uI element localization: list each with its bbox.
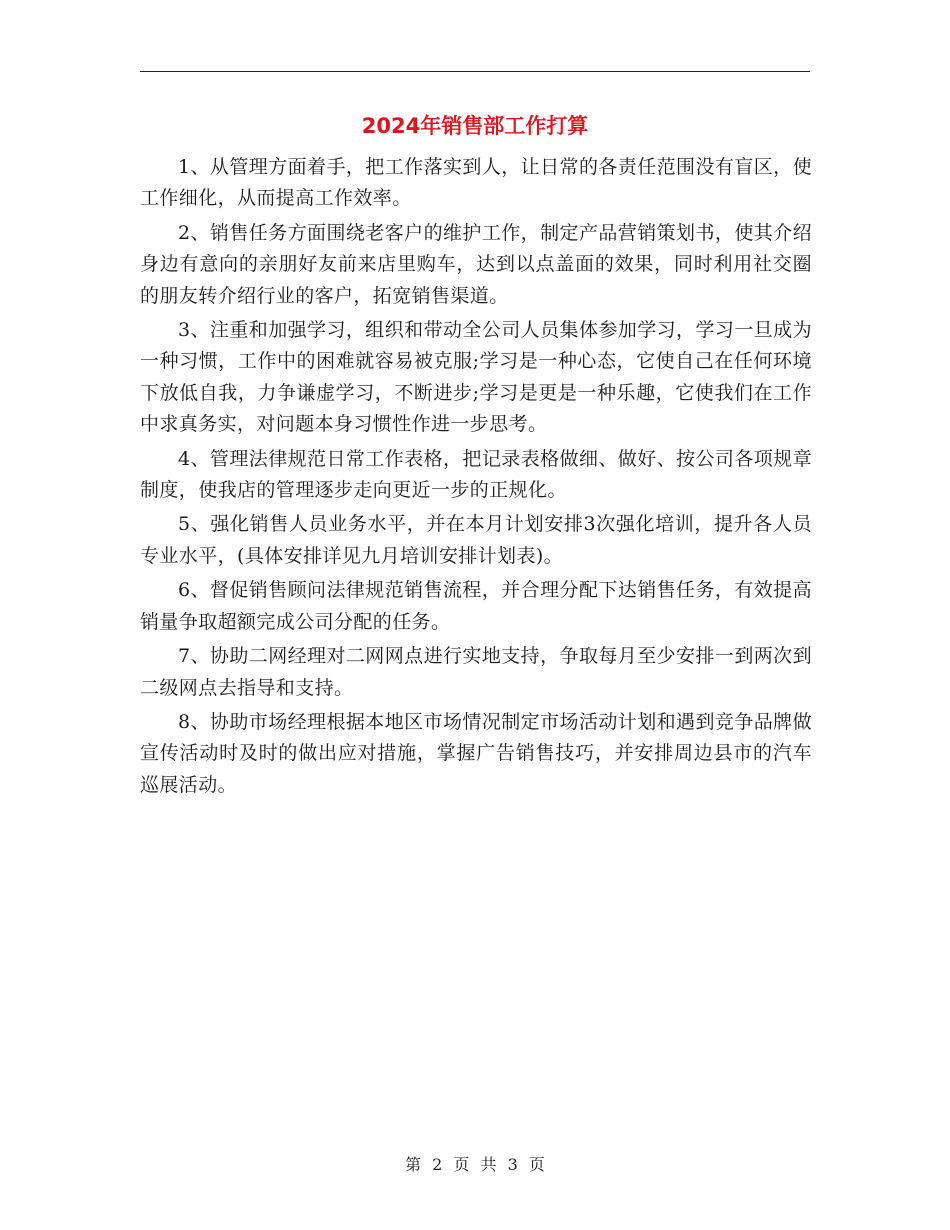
document-title: 2024年销售部工作打算: [361, 114, 589, 138]
document-body: [140, 152, 812, 804]
header-rule: [140, 71, 810, 72]
paragraph-3: 3、注重和加强学习，组织和带动全公司人员集体参加学习，学习一旦成为一种习惯，工作中的困难就容易被克服;学习是一种心态，它使自己在任何环境下放低自我，力争谦虚学习，不断进步;学习是更是一种乐趣，它使我们在工作中求真务实，对问题本身习惯性作进一步思考。: [140, 319, 812, 436]
paragraph-5: 5、强化销售人员业务水平，并在本月计划安排3次强化培训，提升各人员专业水平，(具体安排详见九月培训安排计划表)。: [140, 513, 812, 567]
paragraph-2: 2、销售任务方面围绕老客户的维护工作，制定产品营销策划书，使其介绍身边有意向的亲朋好友前来店里购车，达到以点盖面的效果，同时利用社交圈的朋友转介绍行业的客户，拓宽销售渠道。: [140, 221, 812, 307]
paragraph-8: 8、协助市场经理根据本地区市场情况制定市场活动计划和遇到竞争品牌做宣传活动时及时的做出应对措施，掌握广告销售技巧，并安排周边县市的汽车巡展活动。: [140, 710, 812, 796]
paragraph-6: 6、督促销售顾问法律规范销售流程，并合理分配下达销售任务，有效提高销量争取超额完成公司分配的任务。: [140, 579, 812, 633]
paragraph-1: 1、从管理方面着手，把工作落实到人，让日常的各责任范围没有盲区，使工作细化，从而提高工作效率。: [140, 156, 812, 210]
page-number: 第 2 页 共 3 页: [405, 1155, 545, 1174]
paragraph-7: 7、协助二网经理对二网网点进行实地支持，争取每月至少安排一到两次到二级网点去指导和支持。: [140, 645, 812, 699]
paragraph-4: 4、管理法律规范日常工作表格，把记录表格做细、做好、按公司各项规章制度，使我店的管理逐步走向更近一步的正规化。: [140, 447, 812, 502]
